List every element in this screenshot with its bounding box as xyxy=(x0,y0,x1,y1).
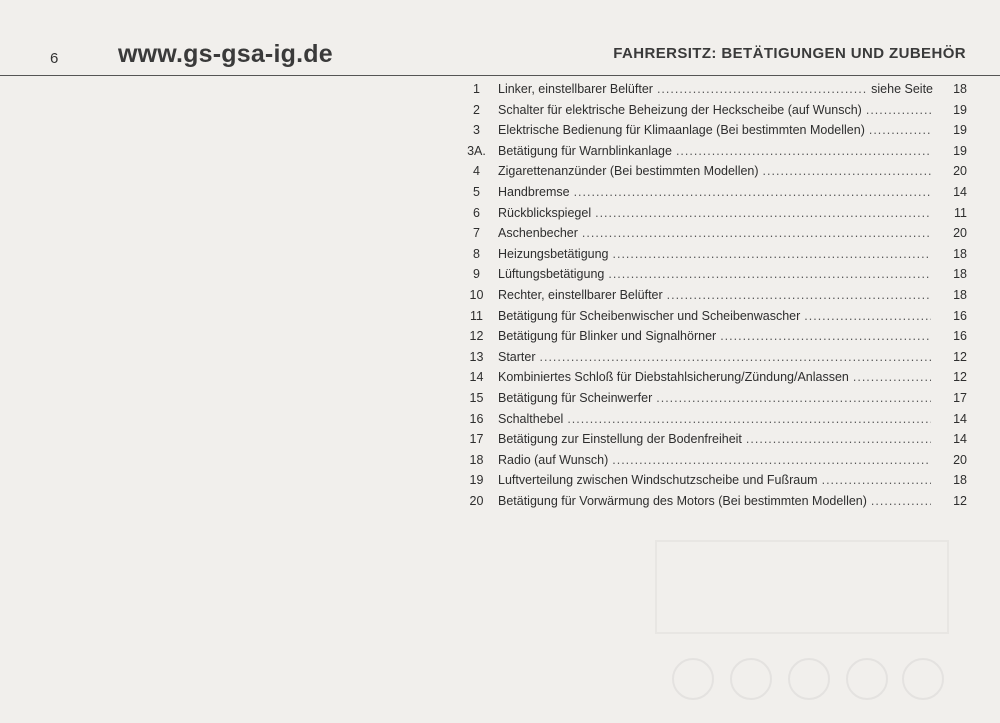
toc-item-label: Betätigung für Scheibenwischer und Scheibenwascher xyxy=(498,308,801,323)
toc-item-label: Rückblickspiegel xyxy=(498,205,592,220)
toc-row xyxy=(455,347,967,368)
toc-item-page: 20 xyxy=(953,452,967,467)
toc-item-number: 17 xyxy=(469,432,484,447)
bleed-through-circle xyxy=(902,658,944,700)
toc-item-number: 8 xyxy=(473,246,480,261)
toc-item-number: 20 xyxy=(469,493,484,508)
toc-item-label: Schalthebel xyxy=(498,411,564,426)
toc-item-number: 15 xyxy=(469,390,484,405)
toc-item-page: 14 xyxy=(953,432,967,447)
toc-item-page: 20 xyxy=(953,164,967,179)
toc-item-suffix: siehe Seite xyxy=(871,82,933,96)
toc-item-label: Schalter für elektrische Beheizung der Heckscheibe (auf Wunsch) xyxy=(498,102,862,117)
toc-item-page: 12 xyxy=(953,349,967,364)
toc-row xyxy=(455,223,967,244)
dot-leader xyxy=(676,141,931,162)
toc-row xyxy=(455,182,967,203)
dot-leader xyxy=(608,264,931,285)
dot-leader xyxy=(667,285,931,306)
toc-item-page: 16 xyxy=(953,308,967,323)
toc-item-number: 4 xyxy=(473,164,480,179)
toc-row xyxy=(455,161,967,182)
bleed-through-circle xyxy=(846,658,888,700)
dot-leader xyxy=(595,203,931,224)
toc-row xyxy=(455,264,967,285)
toc-item-number: 11 xyxy=(470,308,483,323)
toc-row xyxy=(455,326,967,347)
toc-item-page: 12 xyxy=(953,493,967,508)
toc-item-page: 19 xyxy=(953,123,967,138)
toc-item-number: 7 xyxy=(473,226,480,241)
dot-leader xyxy=(567,409,931,430)
toc-item-label: Aschenbecher xyxy=(498,226,578,241)
toc-item-page: 17 xyxy=(953,390,967,405)
toc-row xyxy=(455,367,967,388)
toc-item-number: 3 xyxy=(473,123,480,138)
toc-item-page: 18 xyxy=(953,473,967,488)
toc-item-number: 18 xyxy=(469,452,484,467)
toc-item-page: 19 xyxy=(953,102,967,117)
page-number: 6 xyxy=(50,50,59,67)
bleed-through-circle xyxy=(730,658,772,700)
toc-item-page: 18 xyxy=(953,246,967,261)
dot-leader xyxy=(612,450,931,471)
bleed-through-circle xyxy=(788,658,830,700)
dot-leader xyxy=(866,100,931,121)
toc-item-page: 19 xyxy=(953,143,967,158)
toc-item-label: Elektrische Bedienung für Klimaanlage (Bei bestimmten Modellen) xyxy=(498,123,865,138)
toc-item-label: Heizungsbetätigung xyxy=(498,246,609,261)
toc-item-label: Luftverteilung zwischen Windschutzscheibe und Fußraum xyxy=(498,473,818,488)
toc-row xyxy=(455,141,967,162)
toc-item-number: 5 xyxy=(473,184,480,199)
toc-row xyxy=(455,409,967,430)
site-url[interactable]: www.gs-gsa-ig.de xyxy=(118,40,333,68)
dot-leader xyxy=(656,388,931,409)
dot-leader xyxy=(763,161,931,182)
dot-leader xyxy=(804,306,931,327)
toc-row xyxy=(455,491,967,512)
toc-item-number: 1 xyxy=(473,82,480,96)
toc-row xyxy=(455,203,967,224)
section-title: FAHRERSITZ: BETÄTIGUNGEN UND ZUBEHÖR xyxy=(613,45,966,62)
toc-item-number: 2 xyxy=(473,102,480,117)
toc-item-label: Kombiniertes Schloß für Diebstahlsicherung/Zündung/Anlassen xyxy=(498,370,849,385)
toc-item-label: Betätigung für Warnblinkanlage xyxy=(498,143,672,158)
toc-item-number: 10 xyxy=(469,287,484,302)
toc-item-label: Betätigung zur Einstellung der Bodenfreiheit xyxy=(498,432,742,447)
toc-item-page: 18 xyxy=(953,82,967,96)
bleed-through-circle xyxy=(672,658,714,700)
dot-leader xyxy=(822,470,931,491)
dot-leader xyxy=(574,182,931,203)
toc-item-label: Starter xyxy=(498,349,536,364)
toc-row xyxy=(455,285,967,306)
toc-item-page: 18 xyxy=(953,287,967,302)
toc-item-page: 14 xyxy=(953,411,967,426)
controls-index-list xyxy=(455,79,967,511)
toc-item-number: 16 xyxy=(469,411,484,426)
toc-item-number: 6 xyxy=(473,205,480,220)
toc-item-number: 12 xyxy=(469,329,484,344)
toc-item-label: Handbremse xyxy=(498,184,570,199)
dot-leader xyxy=(871,491,931,512)
toc-row xyxy=(455,79,967,100)
dot-leader xyxy=(613,244,932,265)
dot-leader xyxy=(853,367,931,388)
toc-item-label: Lüftungsbetätigung xyxy=(498,267,605,282)
toc-item-label: Rechter, einstellbarer Belüfter xyxy=(498,287,663,302)
toc-item-number: 13 xyxy=(469,349,484,364)
toc-item-number: 14 xyxy=(469,370,484,385)
toc-item-label: Betätigung für Vorwärmung des Motors (Bei bestimmten Modellen) xyxy=(498,493,867,508)
toc-item-label: Radio (auf Wunsch) xyxy=(498,452,609,467)
dot-leader xyxy=(720,326,931,347)
dot-leader xyxy=(657,79,867,100)
dot-leader xyxy=(540,347,931,368)
header-rule xyxy=(0,75,1000,76)
toc-item-label: Linker, einstellbarer Belüfter xyxy=(498,82,653,96)
toc-row xyxy=(455,120,967,141)
toc-item-page: 16 xyxy=(953,329,967,344)
toc-item-page: 11 xyxy=(954,205,967,220)
toc-row xyxy=(455,244,967,265)
toc-item-label: Betätigung für Scheinwerfer xyxy=(498,390,653,405)
toc-row xyxy=(455,429,967,450)
toc-row xyxy=(455,388,967,409)
dot-leader xyxy=(582,223,931,244)
toc-item-page: 12 xyxy=(953,370,967,385)
toc-row xyxy=(455,100,967,121)
toc-item-page: 18 xyxy=(953,267,967,282)
toc-item-page: 20 xyxy=(953,226,967,241)
toc-row xyxy=(455,306,967,327)
bleed-through-box xyxy=(655,540,949,634)
toc-item-label: Betätigung für Blinker und Signalhörner xyxy=(498,329,717,344)
toc-item-label: Zigarettenanzünder (Bei bestimmten Modellen) xyxy=(498,164,759,179)
toc-item-number: 3A. xyxy=(467,143,486,158)
toc-row xyxy=(455,470,967,491)
dot-leader xyxy=(746,429,931,450)
toc-item-page: 14 xyxy=(953,184,967,199)
dot-leader xyxy=(869,120,931,141)
toc-item-number: 9 xyxy=(473,267,480,282)
toc-row xyxy=(455,450,967,471)
toc-item-number: 19 xyxy=(469,473,484,488)
